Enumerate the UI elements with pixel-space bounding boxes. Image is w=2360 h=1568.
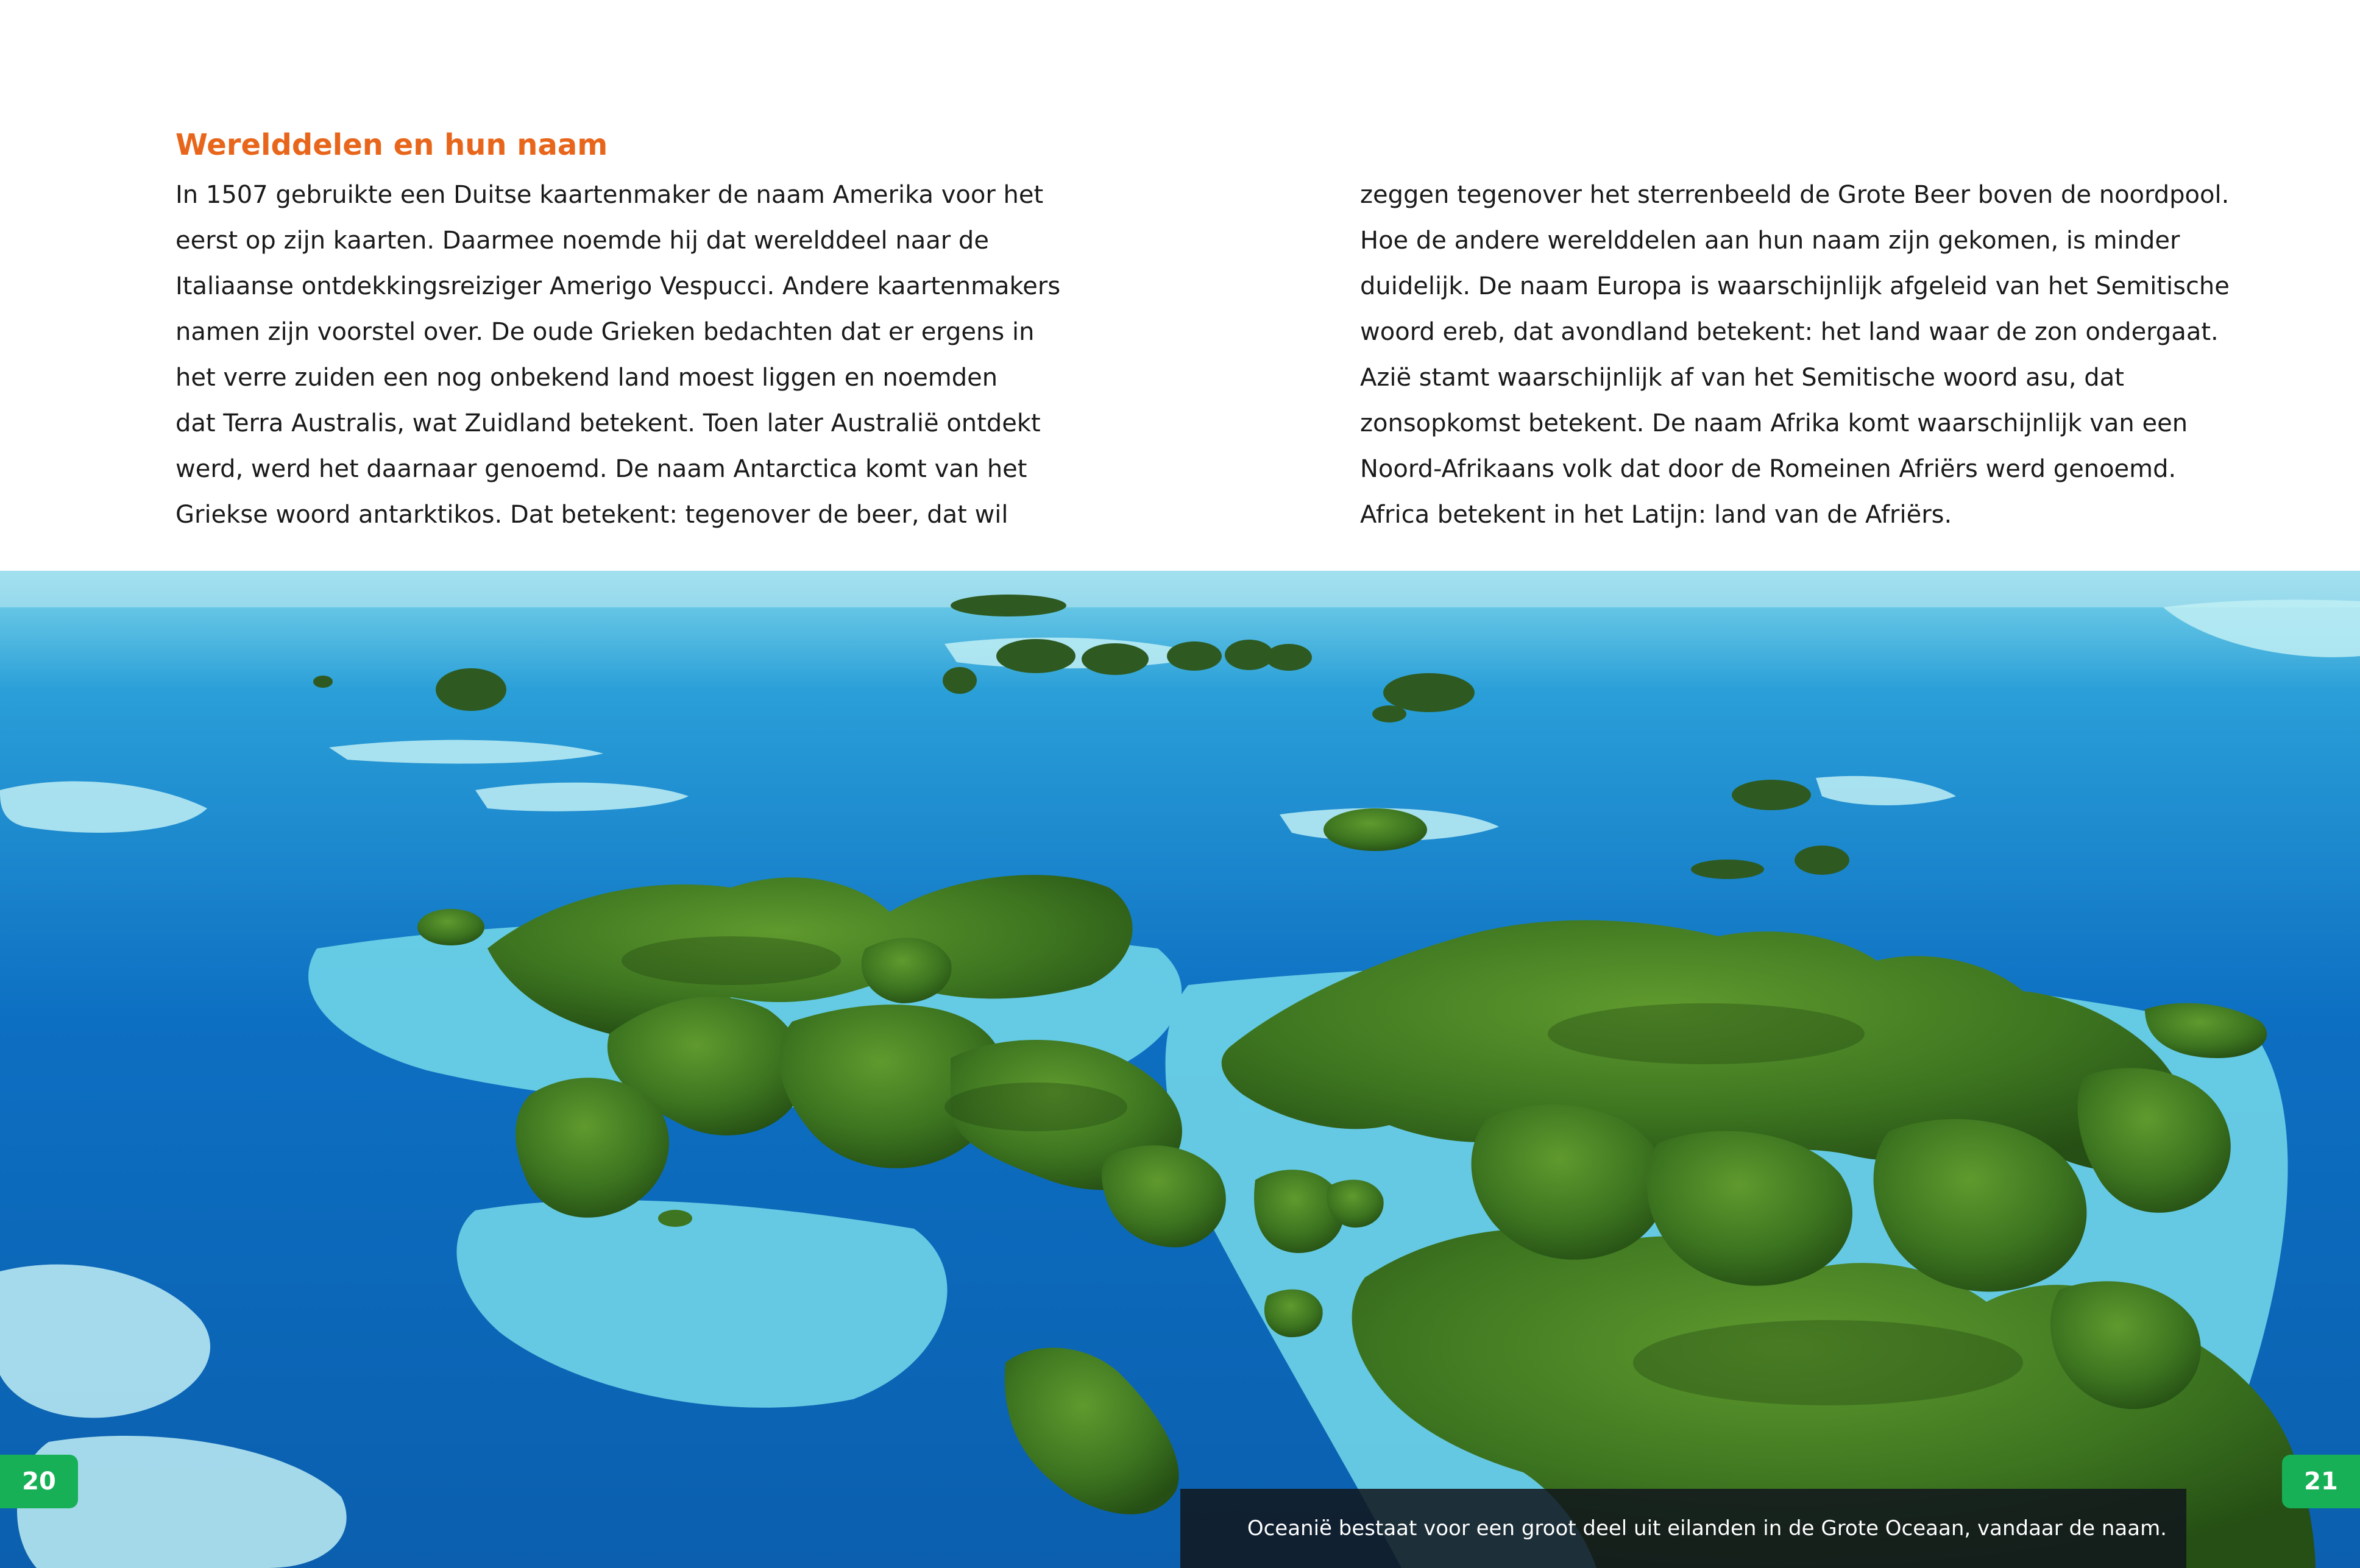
text-line: In 1507 gebruikte een Duitse kaartenmaker de naam Amerika voor het — [175, 181, 1044, 209]
text-line: Griekse woord antarktikos. Dat betekent: tegenover de beer, dat wil — [175, 501, 1008, 529]
section-heading: Werelddelen en hun naam — [175, 128, 608, 162]
text-line: zeggen tegenover het sterrenbeeld de Grote Beer boven de noordpool. — [1360, 181, 2230, 209]
text-line: namen zijn voorstel over. De oude Grieken bedachten dat er ergens in — [175, 318, 1035, 346]
text-line: duidelijk. De naam Europa is waarschijnlijk afgeleid van het Semitische — [1360, 272, 2230, 300]
text-line: woord ereb, dat avondland betekent: het land waar de zon ondergaat. — [1360, 318, 2219, 346]
aerial-islands-photo — [0, 571, 2360, 1568]
text-column-left — [175, 172, 1061, 538]
text-line: zonsopkomst betekent. De naam Afrika komt waarschijnlijk van een — [1360, 409, 2188, 437]
text-line: eerst op zijn kaarten. Daarmee noemde hij dat werelddeel naar de — [175, 227, 989, 255]
text-column-right — [1360, 172, 2230, 538]
page-number-right: 21 — [2282, 1455, 2360, 1508]
photo-caption — [1180, 1489, 2186, 1568]
page-number-left: 20 — [0, 1455, 78, 1508]
text-line: het verre zuiden een nog onbekend land moest liggen en noemden — [175, 364, 998, 392]
text-line: Noord-Afrikaans volk dat door de Romeinen Afriërs werd genoemd. — [1360, 455, 2177, 483]
text-line: Hoe de andere werelddelen aan hun naam zijn gekomen, is minder — [1360, 227, 2180, 255]
text-line: Azië stamt waarschijnlijk af van het Semitische woord asu, dat — [1360, 364, 2124, 392]
text-line: werd, werd het daarnaar genoemd. De naam Antarctica komt van het — [175, 455, 1027, 483]
text-line: Africa betekent in het Latijn: land van de Afriërs. — [1360, 501, 1952, 529]
caption-text: Oceanië bestaat voor een groot deel uit eilanden in de Grote Oceaan, vandaar de naam. — [1247, 1516, 2167, 1541]
text-line: Italiaanse ontdekkingsreiziger Amerigo Vespucci. Andere kaartenmakers — [175, 272, 1061, 300]
text-line: dat Terra Australis, wat Zuidland betekent. Toen later Australië ontdekt — [175, 409, 1041, 437]
